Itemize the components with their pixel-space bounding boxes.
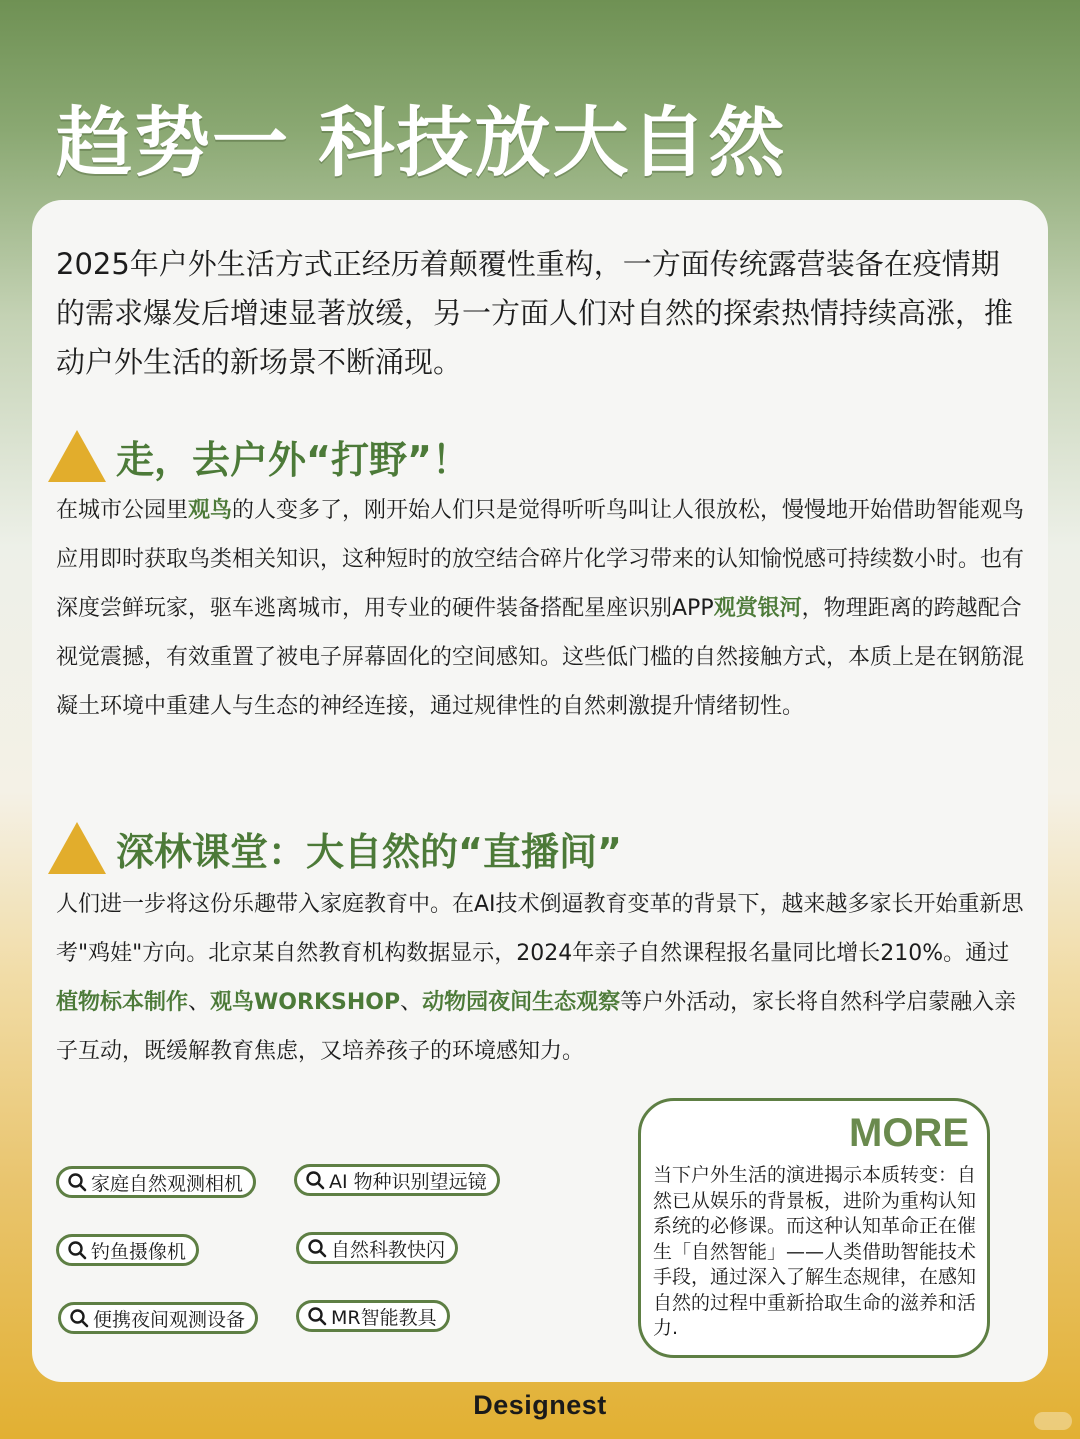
search-icon [69, 1308, 89, 1328]
section-heading-forest-class [48, 818, 622, 878]
search-icon [305, 1170, 325, 1190]
tag-label: 自然科教快闪 [331, 1238, 446, 1261]
text-run: 人们进一步将这份乐趣带入家庭教育中。在AI技术倒逼教育变革的背景下，越来越多家长开始重新思考"鸡娃"方向。北京某自然教育机构数据显示，2024年亲子自然课程报名量同比增长210%。通过 [56, 892, 1024, 966]
tag-label: 钓鱼摄像机 [91, 1240, 187, 1263]
highlight-bird-workshop: 观鸟WORKSHOP [210, 990, 401, 1015]
page-title: 趋势一 科技放大自然 [56, 98, 787, 187]
text-run: ，物理距离的跨越配合视觉震撼，有效重置了被电子屏幕固化的空间感知。这些低门槛的自然接触方式，本质上是在钢筋混凝土环境中重建人与生态的神经连接，通过规律性的自然刺激提升情绪韧性。 [56, 596, 1025, 719]
tag-label: MR智能教具 [331, 1306, 437, 1329]
section-paragraph-forest-class [56, 880, 1026, 1076]
tag-chip[interactable] [56, 1166, 256, 1198]
tag-chip[interactable] [296, 1232, 458, 1264]
brand-logo: Designest [473, 1390, 607, 1420]
section-heading-outdoor [48, 426, 470, 486]
highlight-birdwatching: 观鸟 [188, 498, 233, 523]
text-run: 在城市公园里 [56, 498, 189, 523]
tag-chip[interactable] [294, 1164, 500, 1196]
more-text: 当下户外生活的演进揭示本质转变：自然已从娱乐的背景板，进阶为重构认知系统的必修课。而这种认知革命正在催生「自然智能」——人类借助智能技术手段，通过深入了解生态规律，在感知自然的过程中重新拾取生命的滋养和活力. [653, 1164, 977, 1339]
content-card [32, 200, 1048, 1382]
more-box [638, 1098, 990, 1358]
tag-label: AI 物种识别望远镜 [329, 1170, 487, 1193]
watermark-badge [1034, 1412, 1072, 1430]
tag-label: 便携夜间观测设备 [93, 1308, 246, 1331]
more-title: MORE [849, 1111, 969, 1155]
tag-label: 家庭自然观测相机 [91, 1172, 244, 1195]
highlight-plant-specimen: 植物标本制作 [56, 990, 189, 1015]
text-run: 的人变多了，刚开始人们只是觉得听听鸟叫让人很放松，慢慢地开始借助智能观鸟应用即时获取鸟类相关知识，这种短时的放空结合碎片化学习带来的认知愉悦感可持续数小时。也有深度尝鲜玩家，驱车逃离城市，用专业的硬件装备搭配星座识别APP [56, 498, 1025, 621]
text-run: 等户外活动，家长将自然科学启蒙融入亲子互动，既缓解教育焦虑，又培养孩子的环境感知力。 [56, 990, 1017, 1064]
text-run: 、 [188, 990, 211, 1015]
search-icon [307, 1238, 327, 1258]
tag-chip[interactable] [296, 1300, 450, 1332]
highlight-milky-way: 观赏银河 [713, 596, 802, 621]
text-run: 、 [400, 990, 423, 1015]
highlight-zoo-night: 动物园夜间生态观察 [422, 990, 621, 1015]
section-title-forest-class: 深林课堂：大自然的“直播间” [116, 829, 622, 874]
search-icon [67, 1240, 87, 1260]
section-paragraph-outdoor [56, 486, 1026, 731]
tag-chip[interactable] [56, 1234, 199, 1266]
tag-chip[interactable] [58, 1302, 258, 1334]
intro-paragraph: 2025年户外生活方式正经历着颠覆性重构，一方面传统露营装备在疫情期的需求爆发后增速显著放缓，另一方面人们对自然的探索热情持续高涨，推动户外生活的新场景不断涌现。 [56, 247, 1014, 379]
triangle-icon [48, 430, 106, 482]
section-title-outdoor: 走，去户外“打野”！ [116, 437, 470, 482]
triangle-icon [48, 822, 106, 874]
search-icon [307, 1306, 327, 1326]
search-icon [67, 1172, 87, 1192]
